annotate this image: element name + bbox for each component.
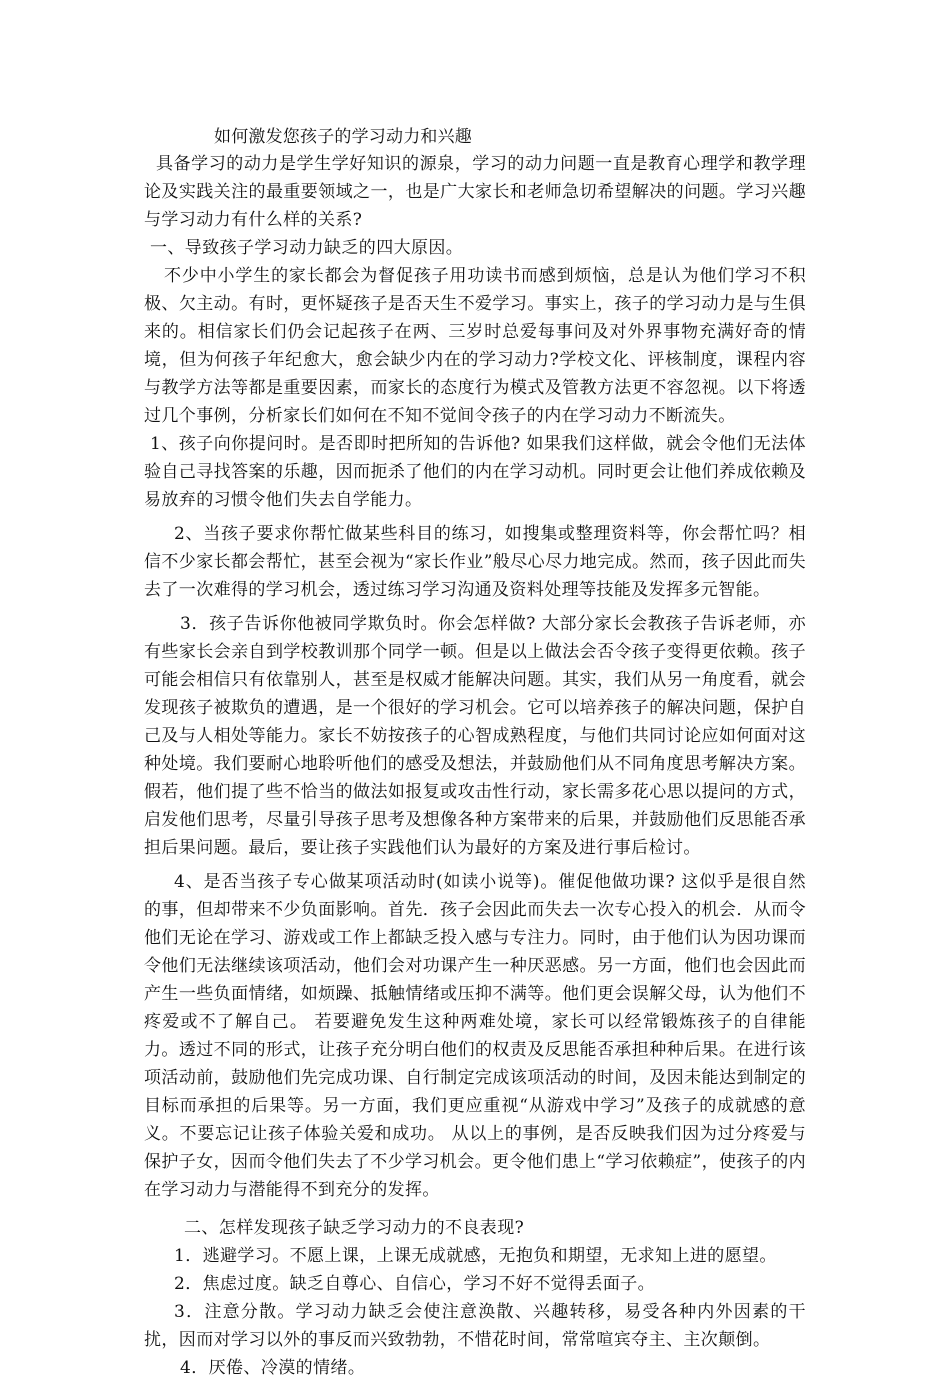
intro-paragraph: 具备学习的动力是学生学好知识的源泉，学习的动力问题一直是教育心理学和教学理论及实践关注的最重要领域之一，也是广大家长和老师急切希望解决的问题。学习兴趣与学习动力有什么样的关系? [144, 154, 806, 230]
document-body [144, 124, 806, 1382]
list-item-1: 1、孩子向你提问时。是否即时把所知的告诉他? 如果我们这样做，就会令他们无法体验自己寻找答案的乐趣，因而扼杀了他们的内在学习动机。同时更会让他们养成依赖及易放弃的习惯令他们失去自学能力。 [144, 434, 806, 510]
list-item-4: 4、是否当孩子专心做某项活动时(如读小说等)。催促他做功课? 这似乎是很自然的事，但却带来不少负面影响。首先．孩子会因此而失去一次专心投入的机会．从而令他们无论在学习、游戏或工作上都缺乏投入感与专注力。同时，由于他们认为因功课而令他们无法继续该项活动，他们会对功课产生一种厌恶感。另一方面，他们也会因此而产生一些负面情绪，如烦躁、抵触情绪或压抑不满等。他们更会误解父母，认为他们不疼爱或不了解自己。 若要避免发生这种两难处境，家长可以经常锻炼孩子的自律能力。透过不同的形式，让孩子充分明白他们的权责及反思能否承担种种后果。在进行该项活动前，鼓励他们先完成功课、自行制定完成该项活动的时间，及因未能达到制定的目标而承担的后果等。另一方面，我们更应重视“从游戏中学习”及孩子的成就感的意义。不要忘记让孩子体验关爱和成功。 从以上的事例，是否反映我们因为过分疼爱与保护子女，因而令他们失去了不少学习机会。更令他们患上“学习依赖症”，使孩子的内在学习动力与潜能得不到充分的发挥。 [144, 872, 807, 1200]
list-item-3: 3．孩子告诉你他被同学欺负时。你会怎样做? 大部分家长会教孩子告诉老师，亦有些家长会亲自到学校教训那个同学一顿。但是以上做法会否令孩子变得更依赖。孩子可能会相信只有依靠别人，甚至是权威才能解决问题。其实，我们从另一角度看，就会发现孩子被欺负的遭遇，是一个很好的学习机会。它可以培养孩子的解决问题，保护自己及与人相处等能力。家长不妨按孩子的心智成熟程度，与他们共同讨论应如何面对这种处境。我们要耐心地聆听他们的感受及想法，并鼓励他们从不同角度思考解决方案。假若，他们提了些不恰当的做法如报复或攻击性行动，家长需多花心思以提问的方式，启发他们思考，尽量引导孩子思考及想像各种方案带来的后果，并鼓励他们反思能否承担后果问题。最后，要让孩子实践他们认为最好的方案及进行事后检讨。 [144, 614, 806, 858]
section-heading-2: 二、怎样发现孩子缺乏学习动力的不良表现? [184, 1218, 525, 1238]
section-heading-1: 一、导致孩子学习动力缺乏的四大原因。 [150, 238, 464, 258]
symptom-item-1: 1．逃避学习。不愿上课，上课无成就感，无抱负和期望，无求知上进的愿望。 [174, 1246, 777, 1266]
symptom-item-3: 3．注意分散。学习动力缺乏会使注意涣散、兴趣转移，易受各种内外因素的干扰，因而对学习以外的事反而兴致勃勃，不惜花时间，常常喧宾夺主、主次颠倒。 [144, 1302, 806, 1350]
symptom-item-2: 2．焦虑过度。缺乏自尊心、自信心，学习不好不觉得丢面子。 [174, 1274, 656, 1294]
body-paragraph-causes: 不少中小学生的家长都会为督促孩子用功读书而感到烦恼，总是认为他们学习不积极、欠主动。有时，更怀疑孩子是否天生不爱学习。事实上，孩子的学习动力是与生俱来的。相信家长们仍会记起孩子在两、三岁时总爱每事问及对外界事物充满好奇的情境，但为何孩子年纪愈大，愈会缺少内在的学习动力?学校文化、评核制度，课程内容与教学方法等都是重要因素，而家长的态度行为模式及管教方法更不容忽视。以下将透过几个事例，分析家长们如何在不知不觉间令孩子的内在学习动力不断流失。 [144, 266, 806, 426]
list-item-2: 2、当孩子要求你帮忙做某些科目的练习，如搜集或整理资料等，你会帮忙吗？相信不少家长都会帮忙，甚至会视为“家长作业”般尽心尽力地完成。然而，孩子因此而失去了一次难得的学习机会，透过练习学习沟通及资料处理等技能及发挥多元智能。 [144, 524, 806, 600]
document-title: 如何激发您孩子的学习动力和兴趣 [214, 127, 472, 147]
symptom-item-4: 4．厌倦、冷漠的情绪。 [180, 1358, 366, 1378]
